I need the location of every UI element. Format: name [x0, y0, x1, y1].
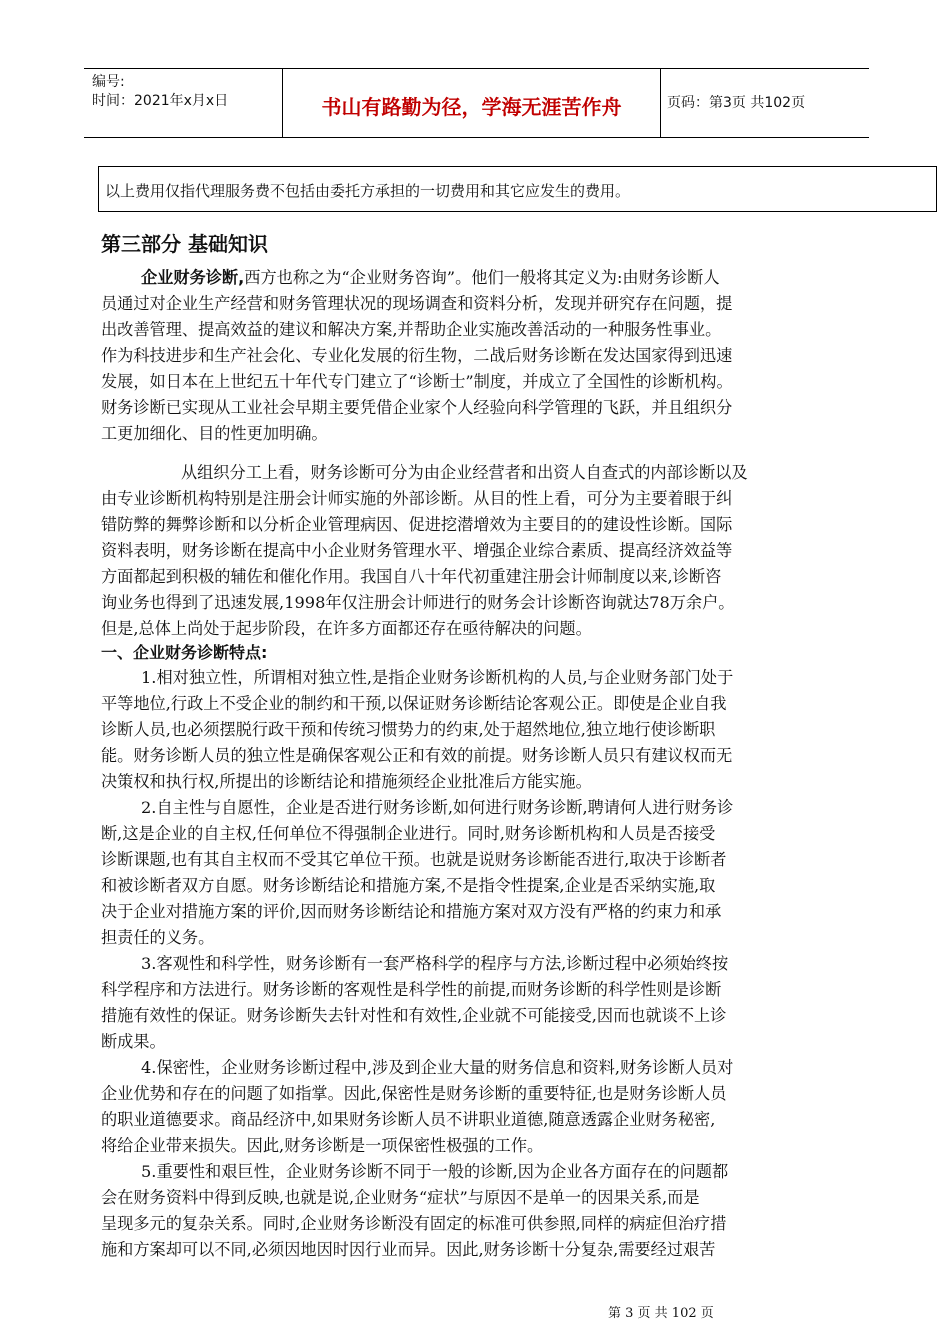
- document-time-label: 时间：2021年x月x日: [92, 93, 229, 109]
- point3-line-4: 断成果。: [101, 1032, 166, 1051]
- point2-line-1: 2.自主性与自愿性，企业是否进行财务诊断,如何进行财务诊断,聘请何人进行财务诊: [141, 798, 734, 817]
- point4-line-1: 4.保密性，企业财务诊断过程中,涉及到企业大量的财务信息和资料,财务诊断人员对: [141, 1058, 734, 1077]
- intro-line-7: 工更加细化、目的性更加明确。: [101, 424, 328, 443]
- para2-line-7: 但是,总体上尚处于起步阶段，在许多方面都还存在亟待解决的问题。: [101, 619, 592, 638]
- header-page-cell: [661, 69, 869, 137]
- para2-line-3: 错防弊的舞弊诊断和以分析企业管理病因、促进挖潜增效为主要目的的建设性诊断。国际: [101, 515, 733, 534]
- point3-line-3: 措施有效性的保证。财务诊断失去针对性和有效性,企业就不可能接受,因而也就谈不上诊: [101, 1006, 727, 1025]
- para2-line-6: 询业务也得到了迅速发展,1998年仅注册会计师进行的财务会计诊断咨询就达78万余户。: [101, 593, 735, 612]
- header-motto: 书山有路勤为径，学海无涯苦作舟: [321, 95, 622, 119]
- point2-line-3: 诊断课题,也有其自主权而不受其它单位干预。也就是说财务诊断能否进行,取决于诊断者: [101, 850, 727, 869]
- intro-line-1-text: 西方也称之为“企业财务咨询”。他们一般将其定义为:由财务诊断人: [244, 268, 720, 287]
- point5-line-3: 呈现多元的复杂关系。同时,企业财务诊断没有固定的标准可供参照,同样的病症但治疗措: [101, 1214, 727, 1233]
- para2-line-2: 由专业诊断机构特别是注册会计师实施的外部诊断。从目的性上看，可分为主要着眼于纠: [101, 489, 733, 508]
- point2-line-4: 和被诊断者双方自愿。财务诊断结论和措施方案,不是指令性提案,企业是否采纳实施,取: [101, 876, 716, 895]
- point4-line-3: 的职业道德要求。商品经济中,如果财务诊断人员不讲职业道德,随意透露企业财务秘密,: [101, 1110, 716, 1129]
- point2-line-5: 决于企业对措施方案的评价,因而财务诊断结论和措施方案对双方没有严格的约束力和承: [101, 902, 722, 921]
- page-footer: 第 3 页 共 102 页: [608, 1306, 714, 1321]
- header-motto-cell: [283, 69, 661, 137]
- point1-line-2: 平等地位,行政上不受企业的制约和干预,以保证财务诊断结论客观公正。即使是企业自我: [101, 694, 727, 713]
- intro-line-4: 作为科技进步和生产社会化、专业化发展的衍生物，二战后财务诊断在发达国家得到迅速: [101, 346, 733, 365]
- point1-line-5: 决策权和执行权,所提出的诊断结论和措施须经企业批准后方能实施。: [101, 772, 592, 791]
- point1-line-1: 1.相对独立性，所谓相对独立性,是指企业财务诊断机构的人员,与企业财务部门处于: [141, 668, 734, 687]
- intro-lead-term: 企业财务诊断,: [141, 268, 245, 287]
- document-number-label: 编号:: [92, 74, 125, 90]
- point5-line-4: 施和方案却可以不同,必须因地因时因行业而异。因此,财务诊断十分复杂,需要经过艰苦: [101, 1240, 716, 1259]
- para2-line-4: 资料表明，财务诊断在提高中小企业财务管理水平、增强企业综合素质、提高经济效益等: [101, 541, 733, 560]
- point5-line-2: 会在财务资料中得到反映,也就是说,企业财务“症状”与原因不是单一的因果关系,而是: [101, 1188, 700, 1207]
- section-title: 第三部分 基础知识: [101, 232, 268, 256]
- point2-line-2: 断,这是企业的自主权,任何单位不得强制企业进行。同时,财务诊断机构和人员是否接受: [101, 824, 716, 843]
- intro-line-5: 发展，如日本在上世纪五十年代专门建立了“诊断士”制度，并成立了全国性的诊断机构。: [101, 372, 733, 391]
- intro-line-6: 财务诊断已实现从工业社会早期主要凭借企业家个人经验向科学管理的飞跃，并且组织分: [101, 398, 733, 417]
- fee-note-text: 以上费用仅指代理服务费不包括由委托方承担的一切费用和其它应发生的费用。: [105, 182, 631, 200]
- point4-line-2: 企业优势和存在的问题了如指掌。因此,保密性是财务诊断的重要特征,也是财务诊断人员: [101, 1084, 727, 1103]
- point1-line-3: 诊断人员,也必须摆脱行政干预和传统习惯势力的约束,处于超然地位,独立地行使诊断职: [101, 720, 716, 739]
- fee-note-box: [98, 166, 937, 212]
- intro-line-3: 出改善管理、提高效益的建议和解决方案,并帮助企业实施改善活动的一种服务性事业。: [101, 320, 722, 339]
- point5-line-1: 5.重要性和艰巨性，企业财务诊断不同于一般的诊断,因为企业各方面存在的问题都: [141, 1162, 729, 1181]
- intro-line-2: 员通过对企业生产经营和财务管理状况的现场调查和资料分析，发现并研究存在问题，提: [101, 294, 733, 313]
- point4-line-4: 将给企业带来损失。因此,财务诊断是一项保密性极强的工作。: [101, 1136, 544, 1155]
- intro-line-1: [141, 265, 720, 291]
- point3-line-1: 3.客观性和科学性，财务诊断有一套严格科学的程序与方法,诊断过程中必须始终按: [141, 954, 729, 973]
- header-page-info: 页码：第3页 共102页: [667, 95, 806, 111]
- subsection-heading: 一、企业财务诊断特点:: [101, 643, 268, 662]
- point1-line-4: 能。财务诊断人员的独立性是确保客观公正和有效的前提。财务诊断人员只有建议权而无: [101, 746, 733, 765]
- point3-line-2: 科学程序和方法进行。财务诊断的客观性是科学性的前提,而财务诊断的科学性则是诊断: [101, 980, 722, 999]
- page-header: [84, 68, 869, 138]
- para2-line-1: 从组织分工上看，财务诊断可分为由企业经营者和出资人自查式的内部诊断以及: [181, 463, 748, 482]
- header-meta-cell: [84, 69, 283, 137]
- para2-line-5: 方面都起到积极的辅佐和催化作用。我国自八十年代初重建注册会计师制度以来,诊断咨: [101, 567, 722, 586]
- point2-line-6: 担责任的义务。: [101, 928, 215, 947]
